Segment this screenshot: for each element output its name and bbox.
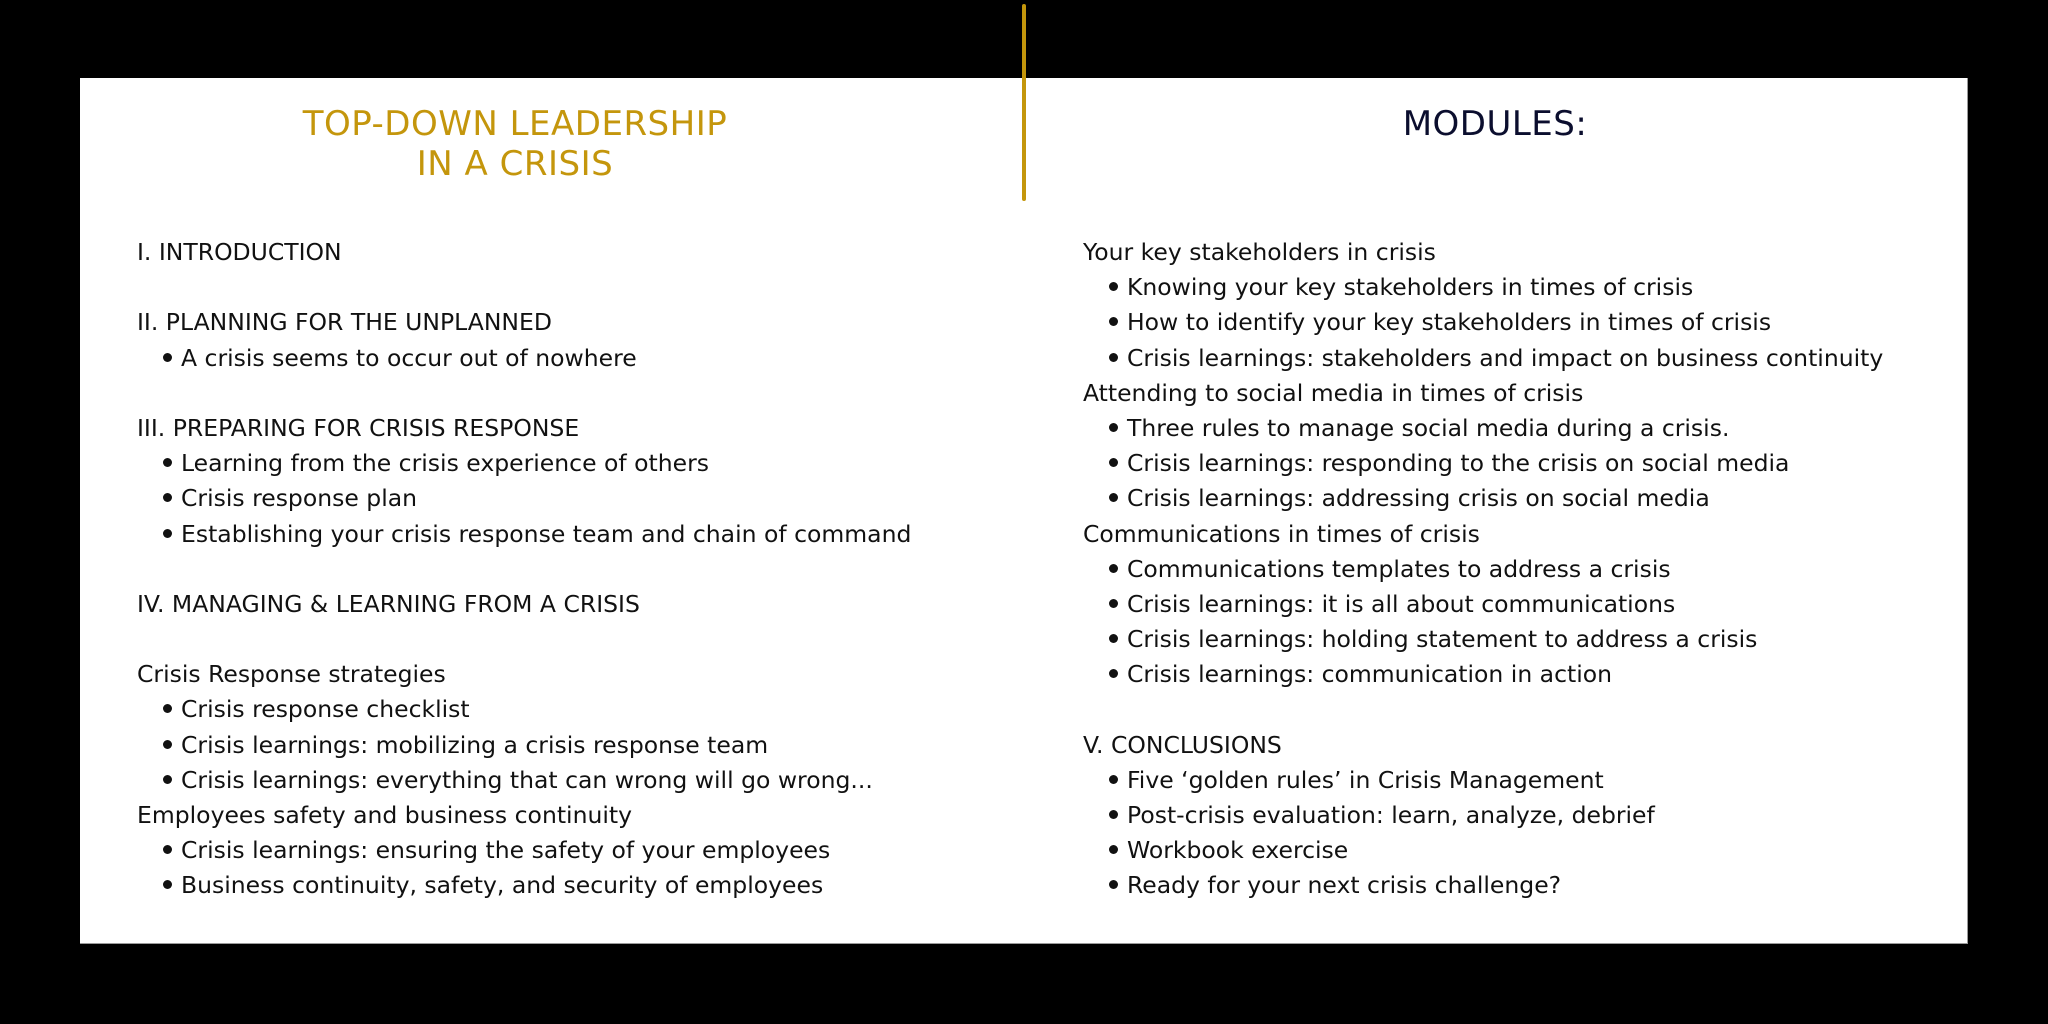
course-title-line1: TOP-DOWN LEADERSHIP [302, 104, 728, 144]
section-heading-conclusions: V. CONCLUSIONS [1083, 730, 1282, 759]
list-item: Three rules to manage social media during a crisis. [1083, 411, 1963, 446]
modules-title: MODULES: [1402, 104, 1588, 144]
right-outline [1083, 235, 1963, 904]
bullet-icon [1109, 458, 1118, 467]
bullet-icon [163, 493, 172, 502]
list-item: Crisis response plan [137, 481, 997, 516]
list-item: Crisis learnings: ensuring the safety of your employees [137, 833, 997, 868]
list-item: Crisis learnings: responding to the crisis on social media [1083, 446, 1963, 481]
list-item: Crisis learnings: it is all about communications [1083, 587, 1963, 622]
section-heading-preparing: III. PREPARING FOR CRISIS RESPONSE [137, 413, 580, 442]
list-item: Crisis learnings: holding statement to address a crisis [1083, 622, 1963, 657]
list-item: Crisis learnings: communication in action [1083, 657, 1963, 692]
subsection-heading-crisis-response: Crisis Response strategies [137, 660, 446, 689]
bullet-icon [1109, 423, 1118, 432]
bullet-icon [1109, 669, 1118, 678]
subsection-heading-social-media: Attending to social media in times of crisis [1083, 378, 1584, 407]
gold-divider-line [1022, 4, 1026, 201]
section-heading-managing: IV. MANAGING & LEARNING FROM A CRISIS [137, 589, 640, 618]
bullet-icon [1109, 317, 1118, 326]
bullet-icon [1109, 845, 1118, 854]
spacer [137, 376, 997, 411]
bullet-icon [163, 740, 172, 749]
bullet-icon [1109, 880, 1118, 889]
list-item: How to identify your key stakeholders in times of crisis [1083, 305, 1963, 340]
list-item: Five ‘golden rules’ in Crisis Management [1083, 763, 1963, 798]
list-item: Business continuity, safety, and security of employees [137, 868, 997, 903]
bullet-icon [163, 880, 172, 889]
subsection-heading-stakeholders: Your key stakeholders in crisis [1083, 238, 1436, 266]
bullet-icon [163, 845, 172, 854]
bullet-icon [1109, 564, 1118, 573]
subsection-heading-communications: Communications in times of crisis [1083, 519, 1480, 548]
bullet-icon [1109, 282, 1118, 291]
section-heading-planning: II. PLANNING FOR THE UNPLANNED [137, 308, 552, 337]
section-heading-introduction: I. INTRODUCTION [137, 238, 342, 266]
list-item: Communications templates to address a crisis [1083, 552, 1963, 587]
bullet-icon [163, 529, 172, 538]
bullet-icon [1109, 493, 1118, 502]
list-item: Learning from the crisis experience of others [137, 446, 997, 481]
left-outline [137, 235, 997, 904]
bullet-icon [1109, 353, 1118, 362]
list-item: Crisis learnings: mobilizing a crisis response team [137, 728, 997, 763]
list-item: Establishing your crisis response team and chain of command [137, 517, 997, 552]
spacer [137, 552, 997, 587]
bullet-icon [163, 353, 172, 362]
list-item: A crisis seems to occur out of nowhere [137, 341, 997, 376]
bullet-icon [1109, 634, 1118, 643]
subsection-heading-employees-safety: Employees safety and business continuity [137, 801, 633, 829]
bullet-icon [1109, 775, 1118, 784]
list-item: Post-crisis evaluation: learn, analyze, debrief [1083, 798, 1963, 833]
list-item: Crisis learnings: everything that can wrong will go wrong... [137, 763, 997, 798]
bullet-icon [163, 458, 172, 467]
list-item: Ready for your next crisis challenge? [1083, 868, 1963, 903]
list-item: Crisis learnings: stakeholders and impact on business continuity [1083, 341, 1963, 376]
course-title [160, 104, 870, 184]
bullet-icon [1109, 810, 1118, 819]
list-item: Knowing your key stakeholders in times of crisis [1083, 270, 1963, 305]
spacer [137, 270, 997, 305]
list-item: Crisis response checklist [137, 692, 997, 727]
bullet-icon [1109, 599, 1118, 608]
spacer [1083, 692, 1963, 727]
bullet-icon [163, 704, 172, 713]
list-item: Crisis learnings: addressing crisis on social media [1083, 481, 1963, 516]
course-title-line2: IN A CRISIS [416, 144, 614, 184]
spacer [137, 622, 997, 657]
bullet-icon [163, 775, 172, 784]
list-item: Workbook exercise [1083, 833, 1963, 868]
